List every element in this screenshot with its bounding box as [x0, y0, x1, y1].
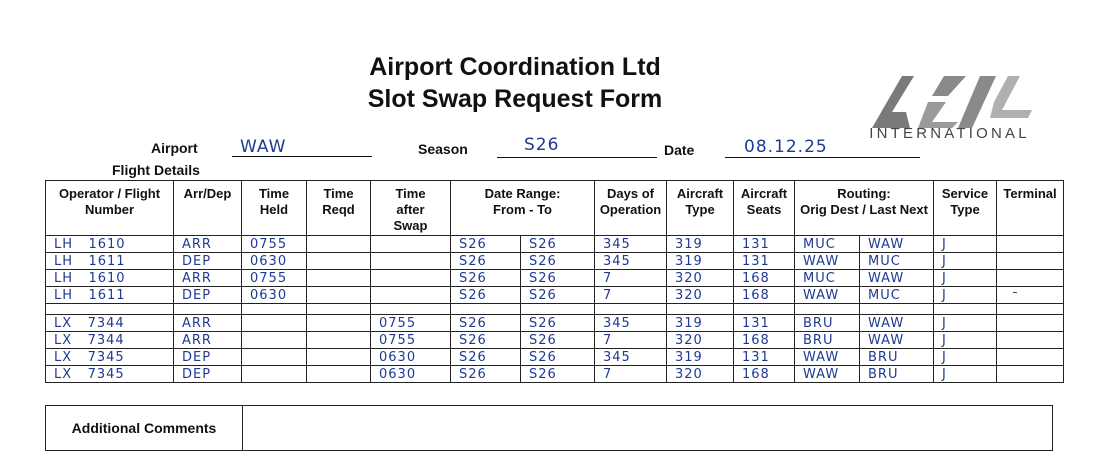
cell-routing-dest[interactable]: MUC: [860, 253, 934, 270]
cell-date-to[interactable]: S26: [521, 253, 595, 270]
cell-time-held[interactable]: 0755: [242, 270, 307, 287]
cell-service-type[interactable]: J: [934, 270, 997, 287]
cell-arr-dep[interactable]: ARR: [174, 236, 242, 253]
cell-service-type[interactable]: J: [934, 332, 997, 349]
cell-time-held[interactable]: 0630: [242, 287, 307, 304]
cell-terminal[interactable]: [997, 270, 1064, 287]
cell-routing-dest[interactable]: BRU: [860, 349, 934, 366]
cell-time-reqd[interactable]: [307, 366, 371, 383]
cell-aircraft-type[interactable]: 319: [667, 236, 734, 253]
table-row: [46, 270, 1064, 287]
cell-days[interactable]: 7: [595, 332, 667, 349]
cell-arr-dep[interactable]: DEP: [174, 366, 242, 383]
cell-arr-dep[interactable]: ARR: [174, 270, 242, 287]
cell-routing-orig[interactable]: MUC: [795, 270, 860, 287]
cell-date-to[interactable]: S26: [521, 315, 595, 332]
header-aircraft-seats: Aircraft Seats: [734, 181, 795, 236]
cell-time-held[interactable]: [242, 332, 307, 349]
cell-aircraft-type[interactable]: 320: [667, 287, 734, 304]
cell-days[interactable]: 7: [595, 287, 667, 304]
table-row: [46, 332, 1064, 349]
airport-label: Airport: [151, 140, 198, 156]
cell-operator[interactable]: LX 7345: [46, 349, 174, 366]
table-row: [46, 315, 1064, 332]
cell-time-after[interactable]: 0630: [371, 349, 451, 366]
cell-terminal[interactable]: [997, 287, 1064, 304]
cell-date-from[interactable]: S26: [451, 332, 521, 349]
cell-time-after[interactable]: 0755: [371, 332, 451, 349]
cell-routing-orig[interactable]: BRU: [795, 332, 860, 349]
cell-time-held[interactable]: 0630: [242, 253, 307, 270]
form-title: Slot Swap Request Form: [367, 85, 663, 113]
header-routing: Routing: Orig Dest / Last Next: [795, 181, 934, 236]
cell-days[interactable]: 345: [595, 349, 667, 366]
cell-service-type[interactable]: J: [934, 315, 997, 332]
cell-date-from[interactable]: S26: [451, 253, 521, 270]
table-row: [46, 366, 1064, 383]
cell-date-from[interactable]: S26: [451, 270, 521, 287]
cell-terminal[interactable]: [997, 253, 1064, 270]
cell-routing-dest[interactable]: MUC: [860, 287, 934, 304]
table-spacer-row: [46, 304, 1064, 315]
cell-date-to[interactable]: S26: [521, 332, 595, 349]
stray-mark: [1013, 292, 1017, 293]
additional-comments-box: [45, 405, 1053, 451]
cell-arr-dep[interactable]: DEP: [174, 349, 242, 366]
logo-text: INTERNATIONAL: [869, 125, 1030, 142]
header-time-after-swap: Time after Swap: [371, 181, 451, 236]
cell-aircraft-type[interactable]: 319: [667, 253, 734, 270]
cell-operator[interactable]: LX 7344: [46, 315, 174, 332]
cell-operator[interactable]: LH 1610: [46, 270, 174, 287]
header-time-reqd: Time Reqd: [307, 181, 371, 236]
cell-service-type[interactable]: J: [934, 236, 997, 253]
cell-date-from[interactable]: S26: [451, 236, 521, 253]
cell-routing-orig[interactable]: WAW: [795, 366, 860, 383]
header-days-of-operation: Days of Operation: [595, 181, 667, 236]
cell-aircraft-seats[interactable]: 131: [734, 315, 795, 332]
cell-time-held[interactable]: [242, 349, 307, 366]
cell-time-after[interactable]: 0755: [371, 315, 451, 332]
cell-time-after[interactable]: [371, 236, 451, 253]
cell-routing-orig[interactable]: WAW: [795, 253, 860, 270]
cell-operator[interactable]: LH 1611: [46, 253, 174, 270]
cell-routing-dest[interactable]: BRU: [860, 366, 934, 383]
cell-routing-dest[interactable]: WAW: [860, 315, 934, 332]
cell-date-to[interactable]: S26: [521, 366, 595, 383]
header-operator: Operator / Flight Number: [46, 181, 174, 236]
season-label: Season: [418, 141, 468, 157]
acl-logo: [862, 66, 1042, 156]
additional-comments-field[interactable]: [244, 406, 1052, 450]
cell-time-reqd[interactable]: [307, 349, 371, 366]
date-label: Date: [664, 142, 695, 158]
table-header-row: [46, 181, 1064, 236]
cell-days[interactable]: 345: [595, 315, 667, 332]
cell-routing-orig[interactable]: MUC: [795, 236, 860, 253]
flight-details-label: Flight Details: [112, 162, 200, 178]
header-arr-dep: Arr/Dep: [174, 181, 242, 236]
cell-time-after[interactable]: 0630: [371, 366, 451, 383]
header-date-range: Date Range: From - To: [451, 181, 595, 236]
company-title: Airport Coordination Ltd: [369, 53, 661, 81]
header-aircraft-type: Aircraft Type: [667, 181, 734, 236]
cell-service-type[interactable]: J: [934, 366, 997, 383]
cell-aircraft-seats[interactable]: 131: [734, 236, 795, 253]
cell-terminal[interactable]: [997, 332, 1064, 349]
cell-time-after[interactable]: [371, 270, 451, 287]
additional-comments-label: Additional Comments: [46, 406, 243, 450]
cell-service-type[interactable]: J: [934, 287, 997, 304]
cell-aircraft-type[interactable]: 319: [667, 349, 734, 366]
cell-time-held[interactable]: [242, 366, 307, 383]
cell-routing-orig[interactable]: WAW: [795, 287, 860, 304]
cell-date-to[interactable]: S26: [521, 236, 595, 253]
cell-arr-dep[interactable]: ARR: [174, 315, 242, 332]
cell-terminal[interactable]: [997, 366, 1064, 383]
cell-service-type[interactable]: J: [934, 253, 997, 270]
cell-time-after[interactable]: [371, 253, 451, 270]
table-row: [46, 253, 1064, 270]
cell-operator[interactable]: LH 1611: [46, 287, 174, 304]
cell-days[interactable]: 7: [595, 270, 667, 287]
cell-aircraft-seats[interactable]: 168: [734, 287, 795, 304]
table-row: [46, 236, 1064, 253]
cell-time-reqd[interactable]: [307, 315, 371, 332]
cell-date-from[interactable]: S26: [451, 315, 521, 332]
cell-date-to[interactable]: S26: [521, 287, 595, 304]
cell-aircraft-type[interactable]: 320: [667, 332, 734, 349]
cell-operator[interactable]: LX 7344: [46, 332, 174, 349]
date-value[interactable]: 08.12.25: [744, 137, 828, 157]
cell-aircraft-seats[interactable]: 131: [734, 253, 795, 270]
cell-aircraft-type[interactable]: 320: [667, 366, 734, 383]
cell-aircraft-seats[interactable]: 131: [734, 349, 795, 366]
flight-details-table: [45, 180, 1064, 383]
cell-days[interactable]: 345: [595, 253, 667, 270]
cell-routing-orig[interactable]: BRU: [795, 315, 860, 332]
cell-terminal[interactable]: [997, 315, 1064, 332]
cell-time-reqd[interactable]: [307, 287, 371, 304]
cell-time-after[interactable]: [371, 287, 451, 304]
cell-arr-dep[interactable]: DEP: [174, 253, 242, 270]
header-time-held: Time Held: [242, 181, 307, 236]
cell-routing-dest[interactable]: WAW: [860, 270, 934, 287]
airport-value[interactable]: WAW: [240, 137, 287, 157]
cell-time-held[interactable]: [242, 315, 307, 332]
header-terminal: Terminal: [997, 181, 1064, 236]
cell-operator[interactable]: LH 1610: [46, 236, 174, 253]
cell-time-reqd[interactable]: [307, 332, 371, 349]
cell-date-from[interactable]: S26: [451, 287, 521, 304]
cell-days[interactable]: 345: [595, 236, 667, 253]
cell-time-reqd[interactable]: [307, 253, 371, 270]
table-row: [46, 287, 1064, 304]
season-value[interactable]: S26: [524, 135, 560, 155]
cell-aircraft-type[interactable]: 320: [667, 270, 734, 287]
cell-service-type[interactable]: J: [934, 349, 997, 366]
cell-aircraft-type[interactable]: 319: [667, 315, 734, 332]
cell-date-to[interactable]: S26: [521, 270, 595, 287]
cell-days[interactable]: 7: [595, 366, 667, 383]
cell-date-from[interactable]: S26: [451, 366, 521, 383]
cell-routing-dest[interactable]: WAW: [860, 332, 934, 349]
cell-aircraft-seats[interactable]: 168: [734, 332, 795, 349]
cell-routing-dest[interactable]: WAW: [860, 236, 934, 253]
cell-terminal[interactable]: [997, 236, 1064, 253]
header-service-type: Service Type: [934, 181, 997, 236]
cell-time-reqd[interactable]: [307, 270, 371, 287]
cell-time-reqd[interactable]: [307, 236, 371, 253]
cell-date-from[interactable]: S26: [451, 349, 521, 366]
cell-operator[interactable]: LX 7345: [46, 366, 174, 383]
table-row: [46, 349, 1064, 366]
cell-terminal[interactable]: [997, 349, 1064, 366]
cell-routing-orig[interactable]: WAW: [795, 349, 860, 366]
cell-time-held[interactable]: 0755: [242, 236, 307, 253]
cell-arr-dep[interactable]: ARR: [174, 332, 242, 349]
cell-arr-dep[interactable]: DEP: [174, 287, 242, 304]
cell-aircraft-seats[interactable]: 168: [734, 366, 795, 383]
cell-aircraft-seats[interactable]: 168: [734, 270, 795, 287]
cell-date-to[interactable]: S26: [521, 349, 595, 366]
